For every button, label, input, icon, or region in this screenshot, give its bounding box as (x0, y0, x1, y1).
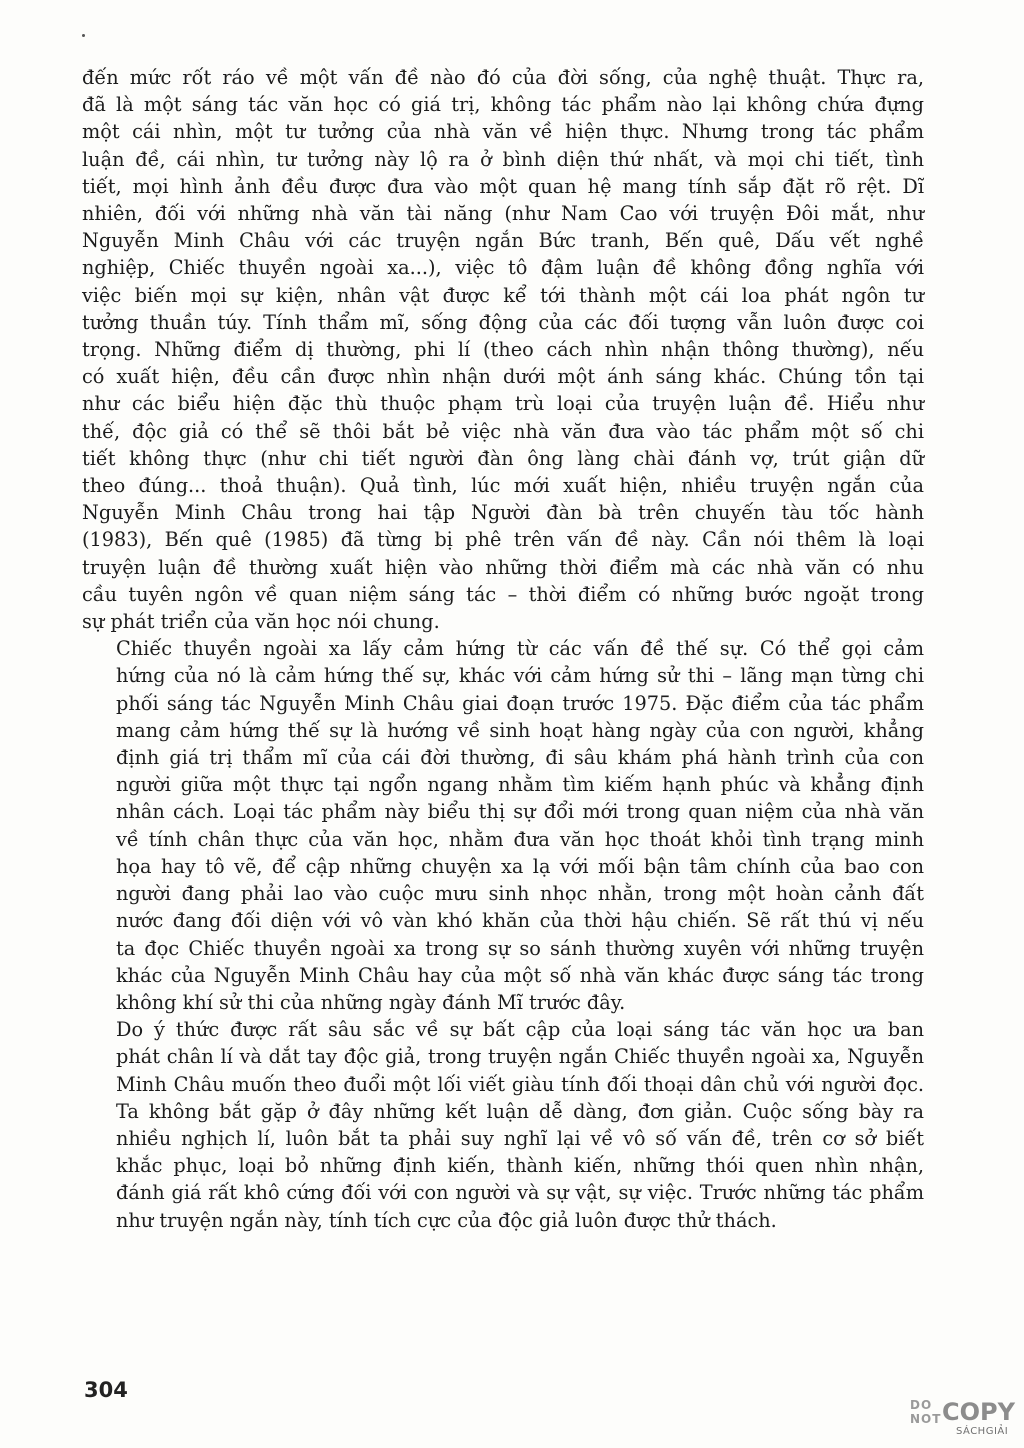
text-line: đánh giá rất khô cứng đối với con người và sự vật, sự việc. Trước những tác phẩm (116, 1181, 924, 1205)
text-line: nước đang đối diện với vô vàn khó khăn của thời hậu chiến. Sẽ rất thú vị nếu (116, 909, 924, 933)
text-line: (1983), Bến quê (1985) đã từng bị phê trên vấn đề này. Cần nói thêm là loại (82, 528, 924, 552)
text-line: một cái nhìn, một tư tưởng của nhà văn về hiện thực. Nhưng trong tác phẩm (82, 120, 924, 144)
text-line: hứng của nó là cảm hứng thế sự, khác với cảm hứng sử thi – lãng mạn từng chi (116, 664, 924, 688)
page-number: 304 (84, 1378, 128, 1402)
text-line: không khí sử thi của những ngày đánh Mĩ trước đây. (116, 990, 626, 1014)
text-line: phối sáng tác Nguyễn Minh Châu giai đoạn trước 1975. Đặc điểm của tác phẩm (116, 691, 924, 715)
text-line: cầu tuyên ngôn về quan niệm sáng tác – thời điểm có những bước ngoặt trong (82, 582, 924, 606)
text-line: như truyện ngắn này, tính tích cực của độc giả luôn được thử thách. (116, 1208, 777, 1232)
text-line: nhân cách. Loại tác phẩm này biểu thị sự đổi mới trong quan niệm của nhà văn (116, 800, 924, 824)
paragraph-1 (82, 64, 924, 635)
speck-mark (82, 34, 85, 37)
text-line: Chiếc thuyền ngoài xa lấy cảm hứng từ các vấn đề thế sự. Có thể gọi cảm (116, 637, 924, 661)
text-line: Nguyễn Minh Châu với các truyện ngắn Bức tranh, Bến quê, Dấu vết nghề (82, 229, 924, 253)
text-line: nhiều nghịch lí, luôn bắt ta phải suy nghĩ lại về vô số vấn đề, trên cơ sở biết (116, 1126, 924, 1150)
text-line: ta đọc Chiếc thuyền ngoài xa trong sự so sánh thường xuyên với những truyện (116, 936, 924, 960)
text-line: về tính chân thực của văn học, nhằm đưa văn học thoát khỏi tình trạng minh (116, 827, 924, 851)
paragraph-3 (82, 1016, 924, 1234)
text-line: Minh Châu muốn theo đuổi một lối viết giàu tính đối thoại dân chủ với người đọc. (116, 1072, 924, 1096)
text-line: đã là một sáng tác văn học có giá trị, không tác phẩm nào lại không chứa đựng (82, 93, 924, 117)
stamp-line-do: DO (910, 1398, 933, 1412)
text-line: như các biểu hiện đặc thù thuộc phạm trù loại của truyện luận đề. Hiểu như (82, 392, 924, 416)
text-line: nhiên, đối với những nhà văn tài năng (như Nam Cao với truyện Đôi mắt, như (82, 202, 924, 226)
text-line: khắc phục, loại bỏ những định kiến, thành kiến, những thói quen nhìn nhận, (116, 1154, 924, 1178)
text-line: định giá trị thẩm mĩ của cái đời thường, đi sâu khám phá hành trình của con (116, 746, 924, 770)
text-line: theo đúng... thoả thuận). Quả tình, lúc mới xuất hiện, nhiều truyện ngắn của (82, 474, 924, 498)
text-line: việc biến mọi sự kiện, nhân vật được kể tới thành một cái loa phát ngôn tư (82, 283, 924, 307)
text-line: có xuất hiện, đều cần được nhìn nhận dưới một ánh sáng khác. Chúng tồn tại (82, 365, 924, 389)
text-line: truyện luận đề thường xuất hiện vào những thời điểm mà các nhà văn có nhu (82, 555, 924, 579)
text-line: người giữa một thực tại ngổn ngang nhằm tìm kiếm hạnh phúc và khẳng định (116, 773, 924, 797)
text-line: Nguyễn Minh Châu trong hai tập Người đàn bà trên chuyến tàu tốc hành (82, 501, 924, 525)
text-line: sự phát triển của văn học nói chung. (82, 610, 440, 634)
text-line: tiết, mọi hình ảnh đều được đưa vào một quan hệ mang tính sắp đặt rõ rệt. Dĩ (82, 174, 924, 198)
stamp-copy-word: COPY (942, 1398, 1015, 1426)
text-line: thế, độc giả có thể sẽ thôi bắt bẻ việc nhà văn đưa vào tác phẩm một số chi (82, 419, 924, 443)
text-line: khác của Nguyễn Minh Châu hay của một số nhà văn khác được sáng tác trong (116, 963, 924, 987)
text-line: Ta không bắt gặp ở đây những kết luận dễ dàng, đơn giản. Cuộc sống bày ra (116, 1099, 924, 1123)
text-line: phát chân lí và dắt tay độc giả, trong truyện ngắn Chiếc thuyền ngoài xa, Nguyễn (116, 1045, 924, 1069)
text-line: Do ý thức được rất sâu sắc về sự bất cập của loại sáng tác văn học ưa ban (116, 1018, 924, 1042)
paragraph-2 (82, 635, 924, 1016)
text-line: tiết không thực (như chi tiết người đàn ông làng chài đánh vợ, trút giận dữ (82, 446, 924, 470)
text-line: mang cảm hứng thế sự là hướng về sinh hoạt hàng ngày của con người, khẳng (116, 718, 924, 742)
stamp-line-not: NOT (910, 1412, 942, 1426)
text-line: đến mức rốt ráo về một vấn đề nào đó của đời sống, của nghệ thuật. Thực ra, (82, 66, 924, 89)
do-not-copy-stamp (910, 1398, 1016, 1440)
text-line: luận đề, cái nhìn, tư tưởng này lộ ra ở bình diện thứ nhất, và mọi chi tiết, tình (82, 147, 924, 171)
stamp-site-name: SÁCHGIẢI (956, 1426, 1009, 1437)
text-line: nghiệp, Chiếc thuyền ngoài xa...), việc tô đậm luận đề không đồng nghĩa với (82, 256, 924, 280)
body-text (82, 64, 924, 1234)
text-line: trọng. Những điểm dị thường, phi lí (theo cách nhìn nhận thông thường), nếu (82, 338, 924, 362)
text-line: người đang phải lao vào cuộc mưu sinh nhọc nhằn, trong một hoàn cảnh đất (116, 882, 924, 906)
text-line: tưởng thuần túy. Tính thẩm mĩ, sống động của các đối tượng vẫn luôn được coi (82, 310, 924, 334)
text-line: họa hay tô vẽ, để cập những chuyện xa lạ với mối bận tâm chính của bao con (116, 854, 924, 878)
